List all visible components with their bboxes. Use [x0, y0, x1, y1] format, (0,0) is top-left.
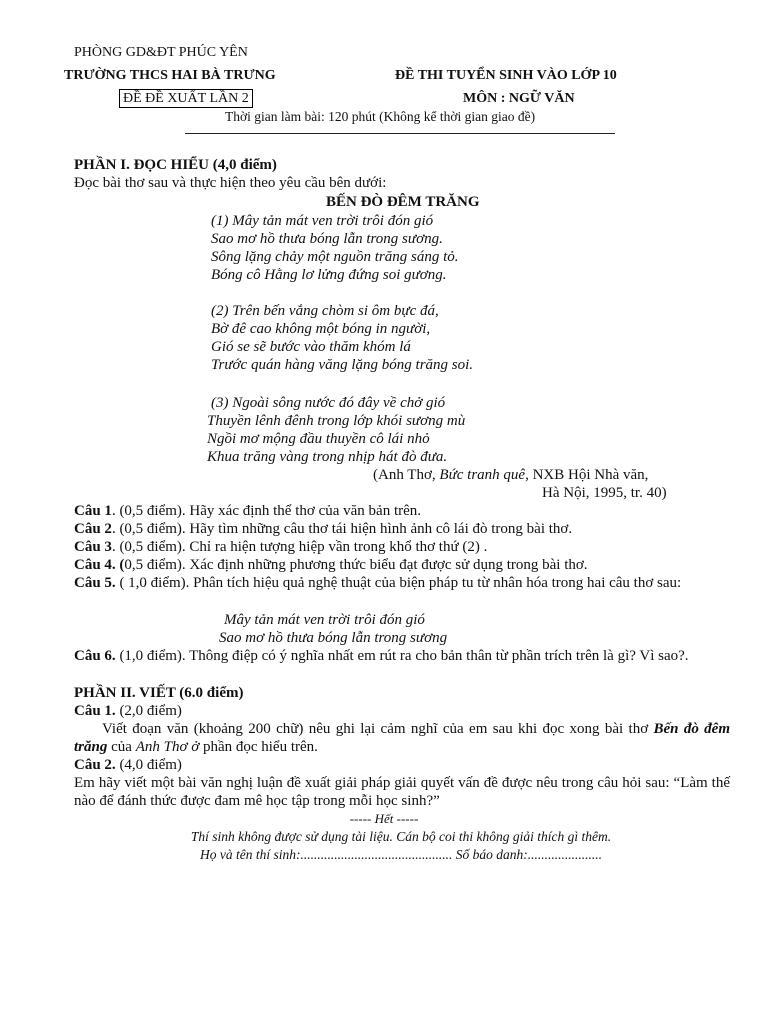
poem-line: Sao mơ hồ thưa bóng lẫn trong sương.: [211, 231, 443, 247]
candidate-info-line: Họ và tên thí sinh:............................................. Số báo danh:......................: [200, 847, 602, 862]
school-name: TRƯỜNG THCS HAI BÀ TRƯNG: [64, 68, 276, 83]
poem-line: Gió se sẽ bước vào thăm khóm lá: [211, 339, 411, 355]
poem-line: Ngồi mơ mộng đầu thuyền cô lái nhỏ: [207, 431, 430, 447]
writing-question-2-text: Em hãy viết một bài văn nghị luận đề xuất giải pháp giải quyết vấn đề được nêu trong câu hỏi sau: “Làm thế nào để đánh thức được đam mê học tập trong mỗi học sinh?”: [74, 775, 730, 809]
department-name: PHÒNG GD&ĐT PHÚC YÊN: [74, 45, 248, 60]
poem-line: (1) Mây tản mát ven trời trôi đón gió: [211, 213, 434, 229]
writing-question-1-label: Câu 1. (2,0 điểm): [74, 703, 182, 719]
poem-line: Bờ đê cao không một bóng in người,: [211, 321, 431, 337]
poem-line: (3) Ngoài sông nước đó đây về chở gió: [211, 395, 446, 411]
part1-intro: Đọc bài thơ sau và thực hiện theo yêu cầu bên dưới:: [74, 175, 387, 191]
proposal-label: ĐỀ ĐỀ XUẤT LẦN 2: [119, 89, 253, 108]
poem-source: (Anh Thơ, Bức tranh quê, NXB Hội Nhà văn,: [373, 467, 649, 483]
quoted-line-1: Mây tản mát ven trời trôi đón gió: [224, 612, 425, 628]
subject-label: MÔN : NGỮ VĂN: [463, 91, 575, 106]
question-2: Câu 2. (0,5 điểm). Hãy tìm những câu thơ tái hiện hình ảnh cô lái đò trong bài thơ.: [74, 521, 573, 537]
question-4: Câu 4. (0,5 điểm). Xác định những phương thức biểu đạt được sử dụng trong bài thơ.: [74, 557, 588, 573]
time-note: Thời gian làm bài: 120 phút (Không kể thời gian giao đề): [225, 109, 536, 124]
question-5: Câu 5. ( 1,0 điểm). Phân tích hiệu quả nghệ thuật của biện pháp tu từ nhân hóa trong hai câu thơ sau:: [74, 575, 682, 591]
poem-line: (2) Trên bến vắng chòm si ôm bực đá,: [211, 303, 439, 319]
poem-stanza-1: [211, 212, 459, 284]
poem-line: Trước quán hàng văng lặng bóng trăng soi.: [211, 357, 474, 373]
writing-question-1-text: Viết đoạn văn (khoảng 200 chữ) nêu ghi lại cảm nghĩ của em sau khi đọc xong bài thơ Bến đò đêm trăng của Anh Thơ ở phần đọc hiểu trên.: [74, 721, 730, 755]
poem-line: Sông lặng chảy một nguồn trăng sáng tỏ.: [211, 249, 459, 265]
poem-source-line2: Hà Nội, 1995, tr. 40): [542, 485, 667, 501]
header-divider: [185, 133, 615, 134]
poem-title: BẾN ĐÒ ĐÊM TRĂNG: [326, 194, 480, 210]
poem-line: Bóng cô Hằng lơ lửng đứng soi gương.: [211, 267, 447, 283]
poem-line: Khua trăng vàng trong nhịp hát đò đưa.: [207, 449, 448, 465]
part2-heading: PHẦN II. VIẾT (6.0 điểm): [74, 685, 244, 701]
writing-question-2-label: Câu 2. (4,0 điểm): [74, 757, 182, 773]
question-3: Câu 3. (0,5 điểm). Chỉ ra hiện tượng hiệp vần trong khổ thơ thứ (2) .: [74, 539, 488, 555]
part1-heading: PHẦN I. ĐỌC HIỂU (4,0 điểm): [74, 157, 277, 173]
end-marker: ----- Hết -----: [349, 811, 419, 826]
poem-stanza-2: [211, 302, 473, 374]
quoted-line-2: Sao mơ hồ thưa bóng lẫn trong sương: [219, 630, 448, 646]
exam-title: ĐỀ THI TUYỂN SINH VÀO LỚP 10: [395, 68, 617, 83]
poem-line: Thuyền lênh đênh trong lớp khói sương mù: [207, 413, 466, 429]
exam-rules-note: Thí sinh không được sử dụng tài liệu. Cán bộ coi thi không giải thích gì thêm.: [190, 829, 612, 844]
question-6: Câu 6. (1,0 điểm). Thông điệp có ý nghĩa nhất em rút ra cho bản thân từ phần trích trên là gì? Vì sao?.: [74, 648, 689, 664]
poem-stanza-3: [207, 394, 465, 466]
question-1: Câu 1. (0,5 điểm). Hãy xác định thể thơ của văn bản trên.: [74, 503, 422, 519]
